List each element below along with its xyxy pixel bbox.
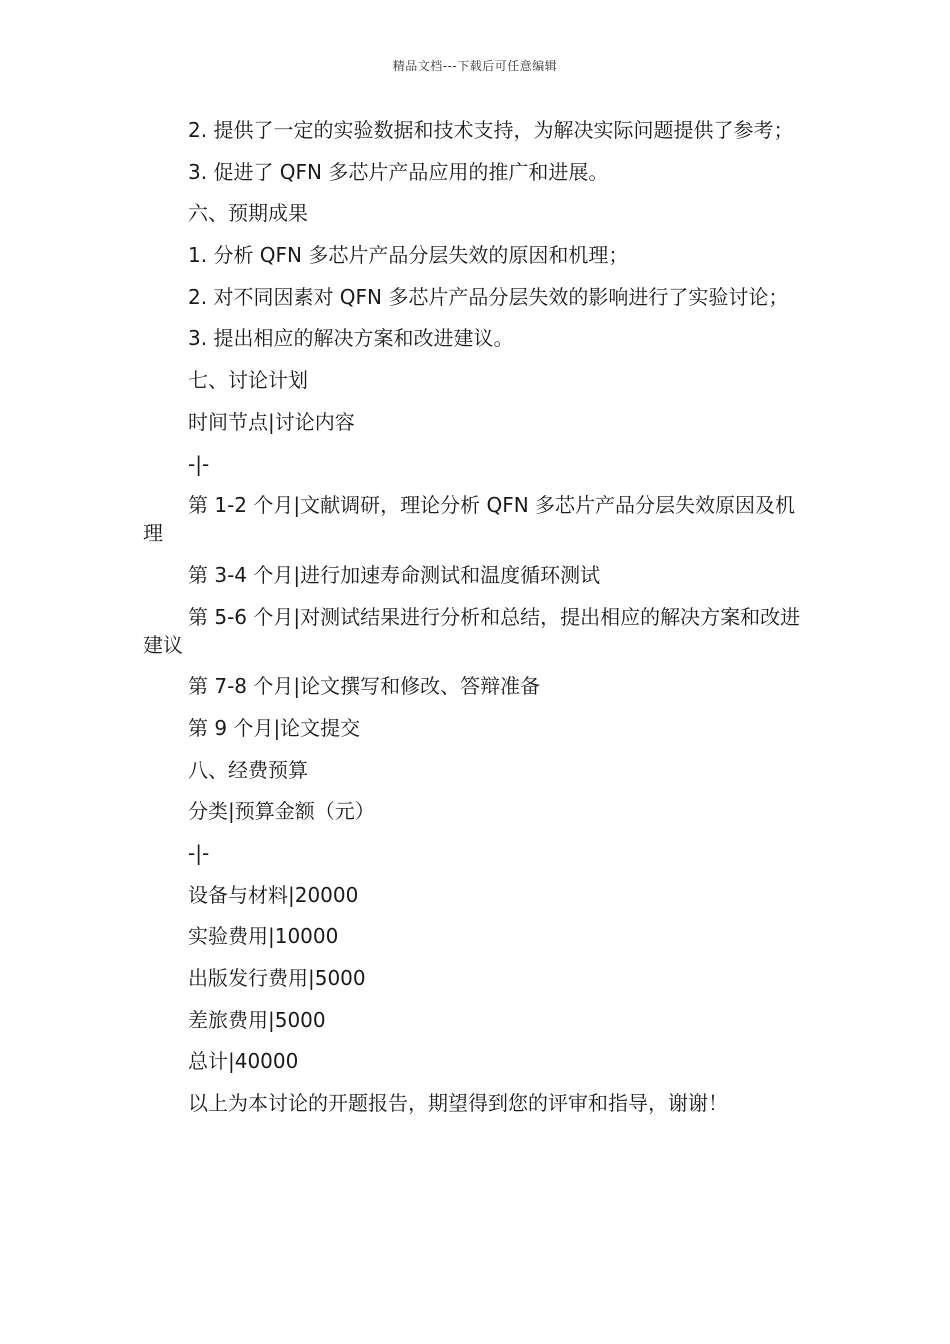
paragraph: 3. 提出相应的解决方案和改进建议。 [188, 326, 514, 351]
paragraph: 2. 提供了一定的实验数据和技术支持，为解决实际问题提供了参考； [188, 118, 794, 142]
table-row-line: 设备与材料|20000 [188, 882, 359, 907]
table-row-line: 出版发行费用|5000 [188, 966, 366, 991]
table-row-line: 第 5-6 个月|对测试结果进行分析和总结，提出相应的解决方案和改进建议 [143, 604, 801, 657]
table-row-line: 总计|40000 [188, 1049, 299, 1074]
section-heading: 七、讨论计划 [188, 368, 308, 393]
table-row-line: 第 3-4 个月|进行加速寿命测试和温度循环测试 [188, 562, 601, 587]
table-row-line: 第 9 个月|论文提交 [188, 715, 361, 740]
page-header: 精品文档---下载后可任意编辑 [392, 59, 558, 73]
table-row-line: 差旅费用|5000 [188, 1007, 326, 1032]
table-separator-line: -|- [188, 841, 210, 865]
closing-paragraph: 以上为本讨论的开题报告，期望得到您的评审和指导，谢谢！ [188, 1091, 728, 1116]
table-separator-line: -|- [188, 451, 210, 476]
table-header-line: 时间节点|讨论内容 [188, 409, 355, 434]
document-body [143, 116, 808, 1131]
table-row-line: 实验费用|10000 [188, 924, 339, 949]
section-heading: 六、预期成果 [188, 201, 308, 226]
paragraph: 1. 分析 QFN 多芯片产品分层失效的原因和机理； [188, 243, 629, 268]
table-row-line: 第 7-8 个月|论文撰写和修改、答辩准备 [188, 674, 541, 699]
paragraph: 3. 促进了 QFN 多芯片产品应用的推广和进展。 [188, 159, 609, 184]
section-heading: 八、经费预算 [188, 757, 308, 782]
table-row-line: 第 1-2 个月|文献调研，理论分析 QFN 多芯片产品分层失效原因及机理 [143, 493, 796, 546]
table-header-line: 分类|预算金额（元） [188, 799, 375, 824]
paragraph: 2. 对不同因素对 QFN 多芯片产品分层失效的影响进行了实验讨论； [188, 284, 789, 309]
